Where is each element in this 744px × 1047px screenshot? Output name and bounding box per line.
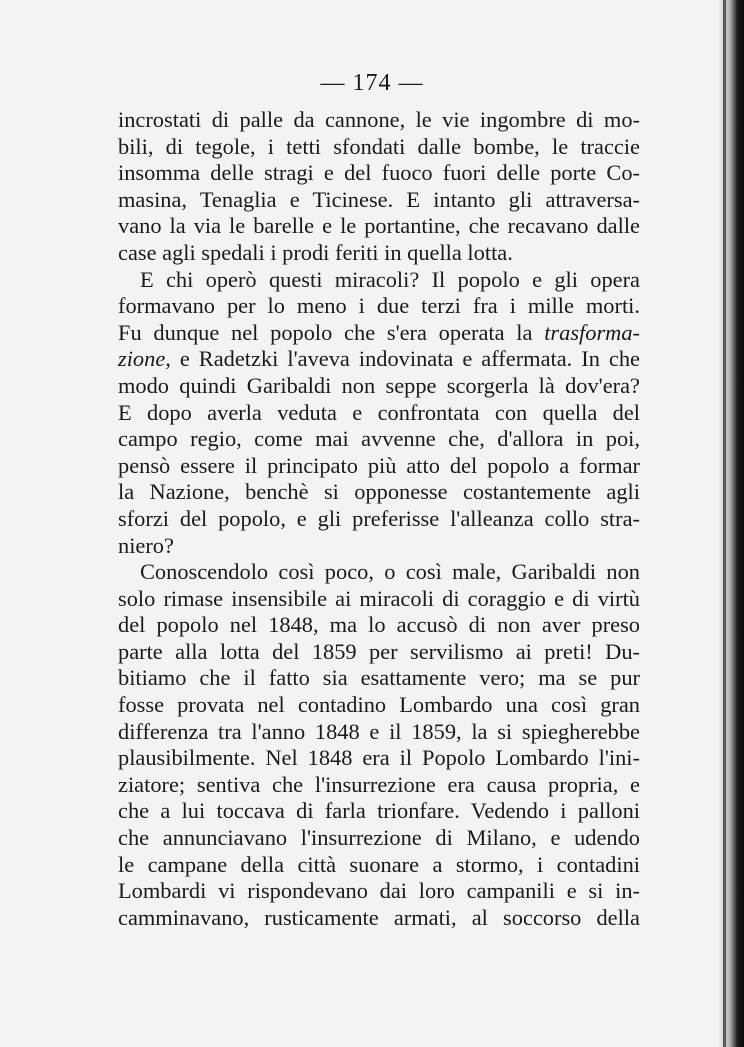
paragraph-3: [118, 559, 640, 931]
text-line: modo quindi Garibaldi non seppe scorgerla là dov'era?: [118, 372, 640, 398]
text-line: bitiamo che il fatto sia esattamente vero; ma se pur: [118, 665, 640, 691]
text-line: incrostati di palle da cannone, le vie ingombre di mo-: [118, 107, 640, 132]
text-line: che a lui toccava di farla trionfare. Vedendo i palloni: [118, 798, 640, 824]
text-line: E chi operò questi miracoli? Il popolo e gli opera: [140, 266, 640, 292]
text-line: vano la via le barelle e le portantine, che recavano dalle: [118, 213, 640, 239]
text-line: sforzi del popolo, e gli preferisse l'alleanza collo stra-: [118, 505, 640, 531]
text-line: Fu dunque nel popolo che s'era operata la trasforma-: [118, 319, 640, 345]
text-line: case agli spedali i prodi feriti in quella lotta.: [118, 239, 513, 265]
text-line: solo rimase insensibile ai miracoli di coraggio e di virtù: [118, 585, 640, 611]
text-line: del popolo nel 1848, ma lo accusò di non aver preso: [118, 612, 640, 638]
text-line: le campane della città suonare a stormo, i contadini: [118, 851, 640, 877]
text-line: Lombardi vi rispondevano dai loro campanili e si in-: [118, 878, 640, 904]
book-spine-edge: [723, 0, 726, 1047]
text-line: fosse provata nel contadino Lombardo una così gran: [118, 692, 640, 718]
text-line: differenza tra l'anno 1848 e il 1859, la si spiegherebbe: [118, 718, 640, 744]
text-line: niero?: [118, 532, 174, 558]
text-line: la Nazione, benchè si opponesse costantemente agli: [118, 479, 640, 505]
text-line: plausibilmente. Nel 1848 era il Popolo Lombardo l'ini-: [118, 745, 640, 771]
text-line: zione, e Radetzki l'aveva indovinata e affermata. In che: [118, 346, 640, 372]
text-line: che annunciavano l'insurrezione di Milano, e udendo: [118, 825, 640, 851]
paragraph-1: [118, 107, 640, 267]
book-spine-shadow: [718, 0, 744, 1047]
page-number: — 174 —: [320, 70, 424, 96]
text-line: ziatore; sentiva che l'insurrezione era causa propria, e: [118, 771, 640, 797]
text-line: masina, Tenaglia e Ticinese. E intanto gli attraversa-: [118, 186, 640, 212]
text-line: campo regio, come mai avvenne che, d'allora in poi,: [118, 426, 640, 452]
text-line: bili, di tegole, i tetti sfondati dalle bombe, le traccie: [118, 133, 640, 159]
body-text: [118, 107, 640, 931]
text-line: parte alla lotta del 1859 per servilismo ai preti! Du-: [118, 638, 640, 664]
text-line: E dopo averla veduta e confrontata con quella del: [118, 399, 640, 425]
text-line: camminavano, rusticamente armati, al soccorso della: [118, 904, 640, 930]
text-line: insomma delle stragi e del fuoco fuori delle porte Co-: [118, 160, 640, 186]
paragraph-2: [118, 267, 640, 560]
text-line: formavano per lo meno i due terzi fra i mille morti.: [118, 293, 640, 319]
text-line: pensò essere il principato più atto del popolo a formar: [118, 452, 640, 478]
text-line: Conoscendolo così poco, o così male, Garibaldi non: [140, 559, 640, 585]
